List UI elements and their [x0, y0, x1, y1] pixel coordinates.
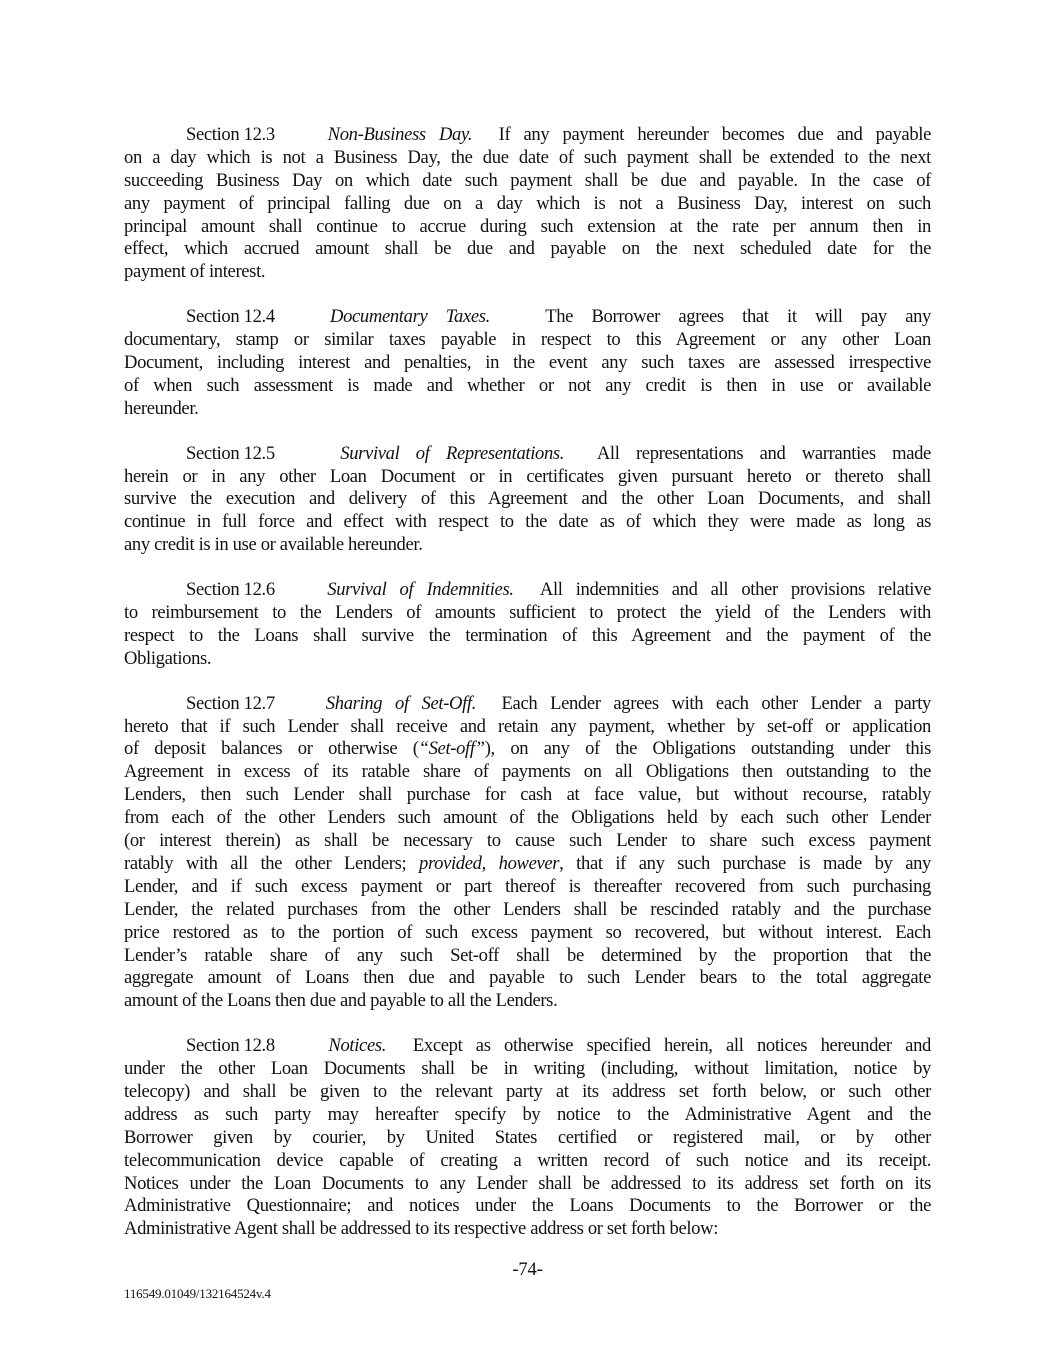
text-fragment: of deposit balances or otherwise ( — [124, 738, 419, 760]
section-12-7 — [124, 693, 931, 1013]
section-12-6 — [124, 579, 931, 671]
section-line: Document, including interest and penalties, in the event any such taxes are assessed irrespective — [124, 352, 931, 374]
section-line: (or interest therein) as shall be necessary to cause such Lender to share such excess payment — [124, 830, 931, 852]
section-line: principal amount shall continue to accrue during such extension at the rate per annum then in — [124, 215, 931, 237]
section-line: herein or in any other Loan Document or in certificates given pursuant hereto or thereto shall — [124, 465, 931, 487]
section-line: under the other Loan Documents shall be in writing (including, without limitation, notice by — [124, 1058, 931, 1080]
text-fragment: , that if any such purchase is made by any — [559, 852, 932, 874]
section-line: Obligations. — [124, 647, 212, 669]
section-line: Lender, and if such excess payment or part thereof is thereafter recovered from such purchasing — [124, 875, 931, 897]
section-line: Notices under the Loan Documents to any Lender shall be addressed to its address set forth on its — [124, 1172, 931, 1194]
section-number: Section 12.8 — [186, 1035, 275, 1057]
section-title: Survival of Representations. — [340, 442, 565, 464]
section-number: Section 12.6 — [186, 579, 275, 601]
section-line — [124, 738, 931, 761]
section-line: telecopy) and shall be given to the relevant party at its address set forth below, or such other — [124, 1080, 931, 1102]
section-line — [124, 853, 931, 876]
section-line: Administrative Agent shall be addressed to its respective address or set forth below: — [124, 1218, 719, 1240]
section-line: Lenders, then such Lender shall purchase for cash at face value, but without recourse, ratably — [124, 784, 931, 806]
section-number: Section 12.4 — [186, 306, 275, 328]
text-fragment: ), on any of the Obligations outstanding under this — [484, 738, 931, 760]
section-first-line — [124, 1035, 931, 1058]
section-line: of when such assessment is made and whether or not any credit is then in use or available — [124, 374, 931, 396]
section-line: survive the execution and delivery of this Agreement and the other Loan Documents, and shall — [124, 488, 931, 510]
section-12-8 — [124, 1035, 931, 1241]
section-12-3 — [124, 124, 931, 284]
document-page — [124, 124, 931, 1263]
section-title: Survival of Indemnities. — [327, 579, 514, 601]
section-line: Lender, the related purchases from the other Lenders shall be rescinded ratably and the purchase — [124, 898, 931, 920]
section-line: any credit is in use or available hereunder. — [124, 534, 423, 556]
section-line: from each of the other Lenders such amount of the Obligations held by each such other Lender — [124, 807, 931, 829]
section-line: aggregate amount of Loans then due and payable to such Lender bears to the total aggregate — [124, 967, 931, 989]
section-line: documentary, stamp or similar taxes payable in respect to this Agreement or any other Loan — [124, 329, 931, 351]
section-text: All indemnities and all other provisions relative — [539, 579, 931, 601]
italic-however: however — [498, 852, 560, 874]
section-title: Documentary Taxes. — [330, 306, 490, 328]
section-line: continue in full force and effect with respect to the date as of which they were made as long as — [124, 511, 931, 533]
section-line: address as such party may hereafter specify by notice to the Administrative Agent and the — [124, 1103, 931, 1125]
section-line: amount of the Loans then due and payable to all the Lenders. — [124, 990, 558, 1012]
document-id: 116549.01049/132164524v.4 — [124, 1286, 271, 1301]
section-text: Each Lender agrees with each other Lender a party — [501, 692, 931, 714]
section-number: Section 12.3 — [186, 124, 275, 145]
section-line: Lender’s ratable share of any such Set-off shall be determined by the proportion that the — [124, 944, 931, 966]
section-line: Borrower given by courier, by United States certified or registered mail, or by other — [124, 1126, 931, 1148]
section-line: Administrative Questionnaire; and notices under the Loans Documents to the Borrower or the — [124, 1195, 931, 1217]
section-first-line — [124, 306, 931, 329]
section-line: price restored as to the portion of such excess payment so recovered, but without interest. Each — [124, 921, 931, 943]
text-fragment: , — [481, 852, 499, 874]
section-line: hereunder. — [124, 397, 199, 419]
section-first-line — [124, 124, 931, 147]
section-number: Section 12.5 — [186, 442, 275, 464]
section-first-line — [124, 579, 931, 602]
section-text: The Borrower agrees that it will pay any — [545, 306, 931, 328]
section-first-line — [124, 693, 931, 716]
section-line: respect to the Loans shall survive the termination of this Agreement and the payment of the — [124, 624, 931, 646]
section-text: All representations and warranties made — [596, 442, 931, 464]
section-number: Section 12.7 — [186, 692, 275, 714]
section-12-4 — [124, 306, 931, 420]
section-line: hereto that if such Lender shall receive and retain any payment, whether by set-off or application — [124, 715, 931, 737]
section-line: any payment of principal falling due on a day which is not a Business Day, interest on such — [124, 192, 931, 214]
section-text: Except as otherwise specified herein, all notices hereunder and — [412, 1035, 931, 1057]
section-line: succeeding Business Day on which date such payment shall be due and payable. In the case of — [124, 169, 931, 191]
section-title: Sharing of Set-Off. — [325, 692, 477, 714]
section-line: payment of interest. — [124, 261, 266, 283]
section-text: If any payment hereunder becomes due and payable — [498, 124, 931, 145]
page-number: -74- — [512, 1259, 543, 1280]
section-line: telecommunication device capable of creating a written record of such notice and its receipt. — [124, 1149, 931, 1171]
section-line: on a day which is not a Business Day, the due date of such payment shall be extended to the next — [124, 146, 931, 168]
defined-term-set-off: “Set-off” — [418, 738, 485, 760]
text-fragment: ratably with all the other Lenders; — [124, 852, 419, 874]
section-line: effect, which accrued amount shall be due and payable on the next scheduled date for the — [124, 238, 931, 260]
italic-provided: provided — [419, 852, 482, 874]
section-line: to reimbursement to the Lenders of amounts sufficient to protect the yield of the Lenders with — [124, 602, 931, 624]
section-12-5 — [124, 443, 931, 557]
section-first-line — [124, 443, 931, 466]
section-title: Notices. — [328, 1035, 387, 1057]
section-line: Agreement in excess of its ratable share of payments on all Obligations then outstanding to the — [124, 761, 931, 783]
section-title: Non-Business Day. — [327, 124, 473, 145]
